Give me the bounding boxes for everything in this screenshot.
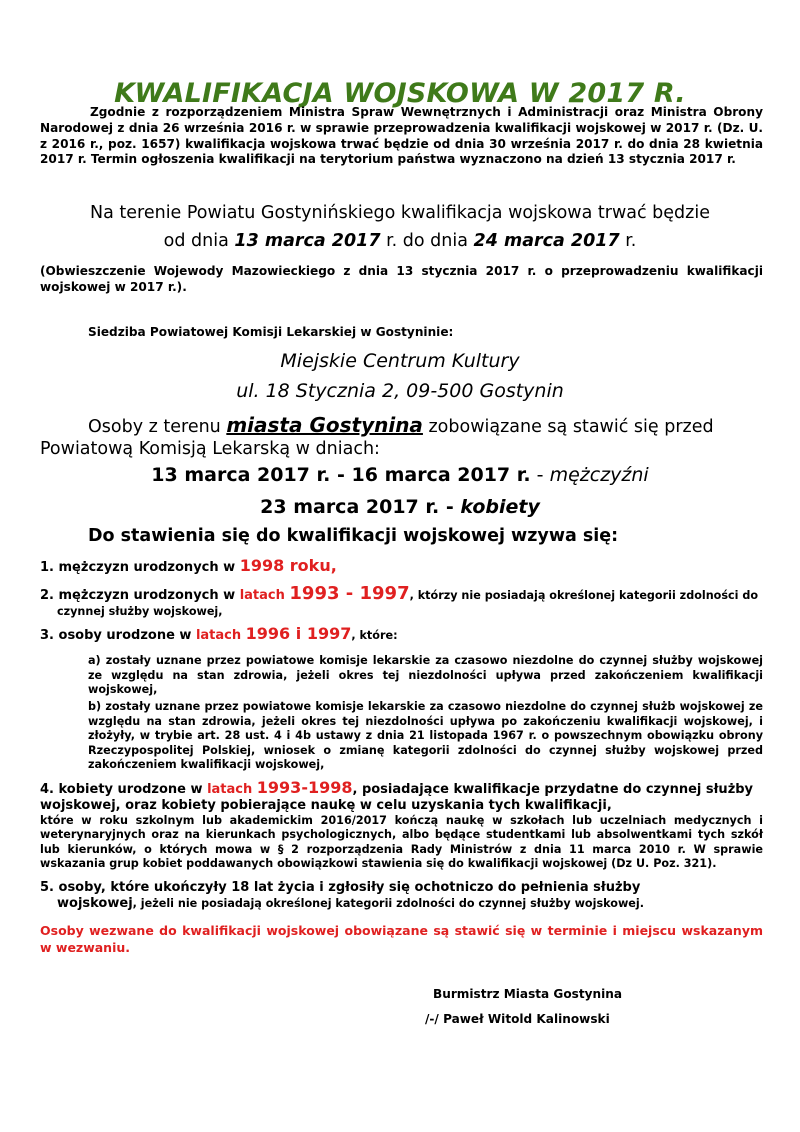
item2-highlight-a: latach	[239, 588, 290, 603]
women-label: kobiety	[460, 496, 540, 518]
women-date: 23 marca 2017 r. -	[260, 496, 461, 518]
persons-prefix: Osoby z terenu	[88, 417, 227, 437]
intro-paragraph	[40, 105, 763, 168]
intro-text: Zgodnie z rozporządzeniem Ministra Spraw Wewnętrznych i Administracji oraz Ministra Obrony Narodowej z dnia 26 września 2016 r. w sprawie przeprowadzenia kwalifikacji wojskowej w 2017 r. (Dz. U. z 2016 r., poz. 1657) kwalifikacja wojskowa trwać będzie od dnia 30 września 2017 r. do dnia 28 kwietnia 2017 r. Termin ogłoszenia kwalifikacji na terytorium państwa wyznaczono na dzień 13 stycznia 2017 r.	[40, 105, 763, 167]
persons-notice	[40, 414, 770, 460]
commission-seat-label: Siedziba Powiatowej Komisji Lekarskiej w Gostyninie:	[88, 325, 454, 339]
headline-from-prefix: od dnia	[163, 231, 235, 251]
persons-line-2: Powiatową Komisją Lekarską w dniach:	[40, 439, 380, 459]
item2-continuation: czynnej służby wojskowej,	[57, 604, 223, 618]
men-separator: -	[530, 464, 550, 486]
summon-heading: Do stawienia się do kwalifikacji wojskowej wzywa się:	[88, 526, 619, 546]
list-item-5	[40, 880, 763, 912]
item3-sub-b: b) zostały uznane przez powiatowe komisje lekarskie za czasowo niezdolne do czynnej służb wojskowej ze względu na stan zdrowia, jeżeli okres tej niezdolności upływa po zakończeniu kwalifikacji wojskowej, i złożyły, w trybie art. 28 ust. 4 i 4b ustawy z dnia 21 listopada 1967 r. o powszechnym obowiązku obrony Rzeczypospolitej Polskiej, wniosek o zmianę kategorii zdolności do czynnej służby wojskowej przed zakończeniem kwalifikacji wojskowej,	[88, 700, 763, 772]
item5-text: 5. osoby, które ukończyły 18 lat życia i zgłosiły się ochotniczo do pełnienia służby	[40, 880, 641, 895]
item4-post: , posiadające kwalifikacje przydatne do czynnej służby wojskowej, oraz kobiety pobierające naukę w celu uzyskania tych kwalifikacji,	[40, 782, 754, 813]
list-item-1	[40, 558, 763, 576]
item3-sub-a: a) zostały uznane przez powiatowe komisje lekarskie za czasowo niezdolne do czynnej służby wojskowej ze względu na stan zdrowia, jeżeli okres tej niezdolności upływa przed zakończeniem kwalifikacji wojskowej,	[88, 654, 763, 697]
item2-post: , którzy nie posiadają określonej kategorii zdolności do	[409, 589, 759, 602]
venue-address: ul. 18 Stycznia 2, 09-500 Gostynin	[236, 380, 564, 402]
item5-continuation: wojskowej	[57, 895, 133, 911]
signature-role: Burmistrz Miasta Gostynina	[433, 987, 623, 1001]
item4-text: 4. kobiety urodzone w	[40, 782, 208, 797]
persons-suffix: zobowiązane są stawić się przed	[422, 417, 714, 437]
item2-text: 2. mężczyzn urodzonych w	[40, 588, 240, 603]
announcement-note: (Obwieszczenie Wojewody Mazowieckiego z dnia 13 stycznia 2017 r. o przeprowadzeniu kwalifikacji wojskowej w 2017 r.).	[40, 264, 763, 294]
list-item-2	[40, 583, 763, 620]
headline-date-to: 24 marca 2017	[473, 231, 620, 251]
item2-highlight-b: 1993 - 1997	[289, 583, 410, 604]
list-item-4	[40, 780, 763, 872]
item4-highlight-b: 1993-1998	[256, 778, 353, 797]
persons-line-1	[40, 414, 770, 438]
summons-warning: Osoby wezwane do kwalifikacji wojskowej obowiązane są stawić się w terminie i miejscu wskazanym w wezwaniu.	[40, 923, 763, 955]
men-dates	[0, 464, 800, 486]
page-title: KWALIFIKACJA WOJSKOWA W 2017 R.	[114, 78, 686, 109]
item3-post: , które:	[351, 629, 398, 642]
women-dates	[0, 496, 800, 518]
item3-text: 3. osoby urodzone w	[40, 628, 196, 643]
item3-highlight-a: latach	[195, 628, 246, 643]
headline-line-1: Na terenie Powiatu Gostynińskiego kwalifikacja wojskowa trwać będzie	[90, 203, 710, 223]
headline-mid: r. do dnia	[380, 231, 474, 251]
signature-name: /-/ Paweł Witold Kalinowski	[425, 1012, 610, 1026]
item4-highlight-a: latach	[207, 782, 257, 797]
venue-name: Miejskie Centrum Kultury	[280, 350, 520, 372]
item3-highlight-b: 1996 i 1997	[245, 624, 352, 643]
headline-line-2	[0, 231, 800, 251]
headline-date-from: 13 marca 2017	[234, 231, 381, 251]
men-date-range: 13 marca 2017 r. - 16 marca 2017 r.	[151, 464, 531, 486]
list-item-3	[40, 626, 763, 644]
item1-text: 1. mężczyzn urodzonych w	[40, 560, 240, 575]
persons-city: miasta Gostynina	[226, 413, 423, 437]
headline-suffix: r.	[619, 231, 637, 251]
item1-highlight: 1998 roku,	[239, 556, 337, 575]
item5-details: , jeżeli nie posiadają określonej kategorii zdolności do czynnej służby wojskowej.	[132, 896, 644, 910]
men-label: mężczyźni	[549, 464, 649, 486]
item4-details: które w roku szkolnym lub akademickim 2016/2017 kończą naukę w szkołach lub uczelniach medycznych i weterynaryjnych oraz na kierunkach psychologicznych, albo będące studentkami lub absolwentkami tych szkół lub kierunków, o których mowa w § 2 rozporządzenia Rady Ministrów z dnia 11 marca 2010 r. W sprawie wskazania grup kobiet poddawanych obowiązkowi stawienia się do kwalifikacji wojskowej (Dz U. Poz. 321).	[40, 813, 763, 871]
